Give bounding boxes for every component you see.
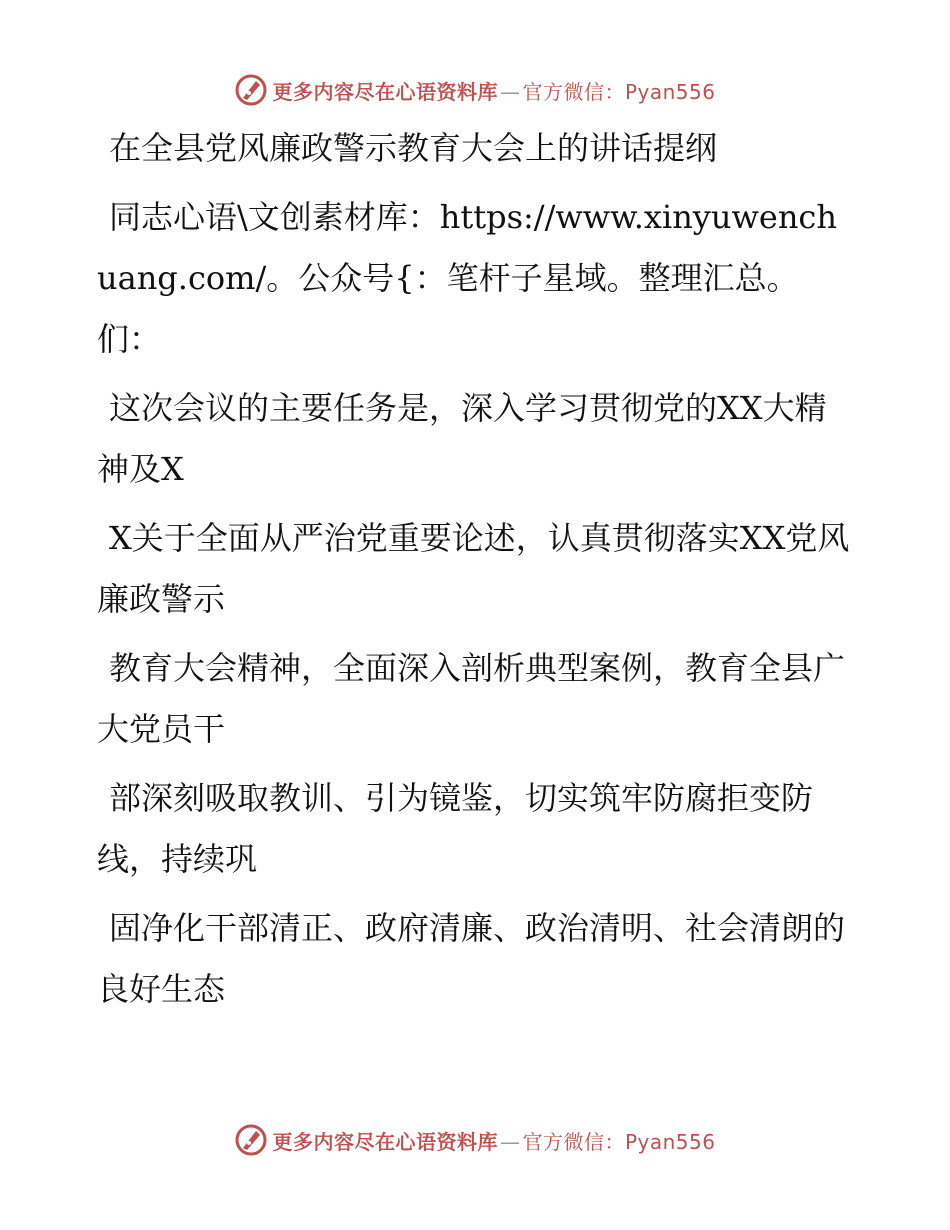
paragraph: 部深刻吸取教训、引为镜鉴，切实筑牢防腐拒变防线，持续巩	[97, 779, 814, 878]
paragraph: 这次会议的主要任务是，深入学习贯彻党的XX大精神及X	[97, 389, 827, 488]
header-watermark	[0, 68, 950, 112]
document-body	[97, 118, 857, 1028]
watermark-dash: —	[499, 1129, 521, 1154]
paragraph: 教育大会精神，全面深入剖析典型案例，教育全县广大党员干	[97, 649, 846, 748]
watermark-text	[272, 76, 715, 105]
watermark-contact: 官方微信：Pyan556	[522, 79, 716, 104]
document-title: 在全县党风廉政警示教育大会上的讲话提纲	[109, 129, 718, 167]
pen-nib-logo-icon	[234, 1123, 268, 1157]
paragraph: X关于全面从严治党重要论述，认真贯彻落实XX党风廉政警示	[97, 519, 850, 618]
pen-nib-logo-icon	[234, 73, 268, 107]
watermark-dash: —	[499, 79, 521, 104]
watermark-text	[272, 1126, 715, 1155]
footer-watermark	[0, 1118, 950, 1162]
watermark-lead: 更多内容尽在心语资料库	[272, 1129, 498, 1154]
paragraph: 固净化干部清正、政府清廉、政治清明、社会清朗的良好生态	[97, 909, 846, 1008]
paragraph: 同志心语\文创素材库：https://www.xinyuwenchuang.com/。公众号{：笔杆子星域。整理汇总。们：	[97, 198, 837, 358]
watermark-contact: 官方微信：Pyan556	[522, 1129, 716, 1154]
watermark-lead: 更多内容尽在心语资料库	[272, 79, 498, 104]
